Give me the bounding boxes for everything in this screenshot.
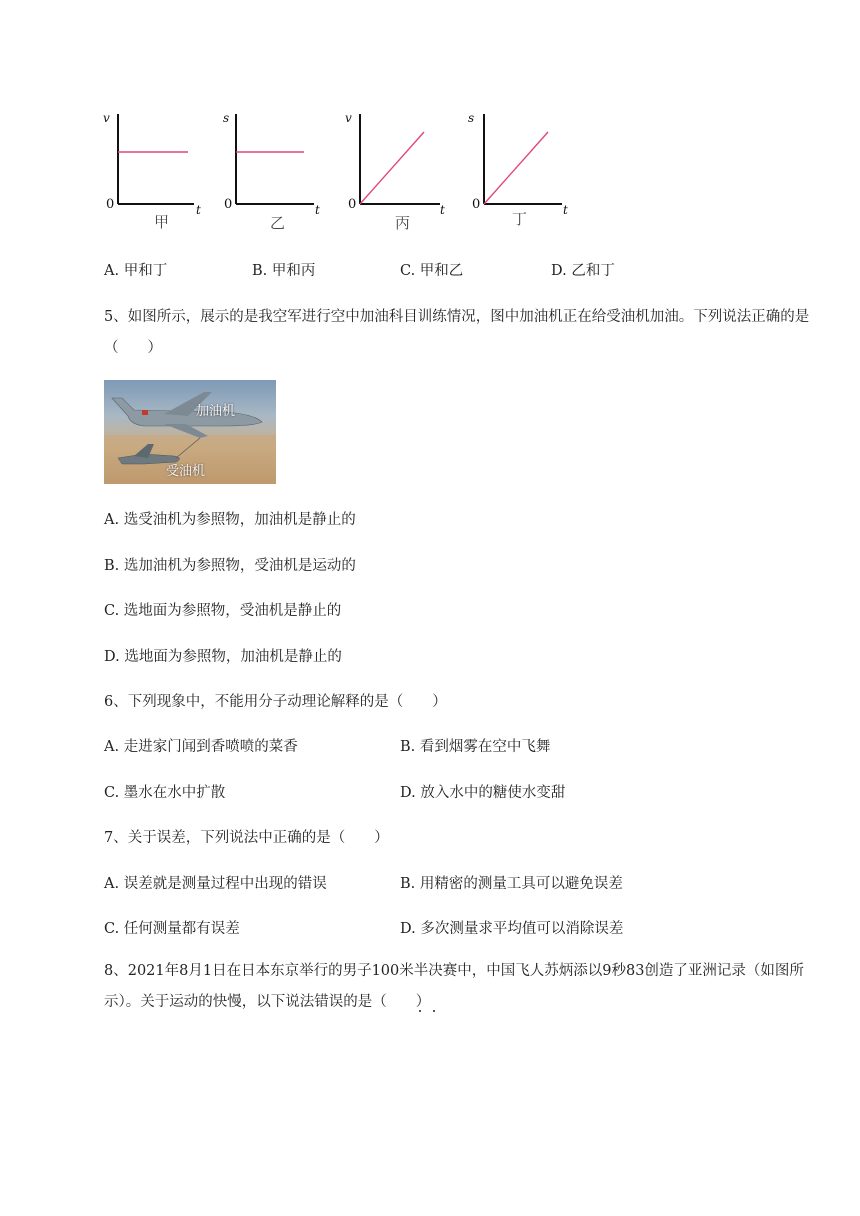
q7-option-c: C. 任何测量都有误差 (104, 921, 240, 937)
q7-option-b: B. 用精密的测量工具可以避免误差 (400, 876, 623, 892)
graph-ding-y-label: s (468, 111, 475, 125)
graph-bing-y-label: v (345, 111, 352, 125)
q7-option-d: D. 多次测量求平均值可以消除误差 (400, 921, 624, 937)
refueling-photo (104, 380, 276, 484)
receiver-label: 受油机 (166, 464, 206, 479)
tanker-label: 加油机 (196, 404, 236, 419)
graph-bing-name: 丙 (395, 214, 411, 232)
q4-option-a: A. 甲和丁 (104, 263, 168, 279)
q8-stem: 8、2021年8月1日在日本东京举行的男子100米半决赛中，中国飞人苏炳添以9秒83创造了亚洲记录（如图所示）。关于运动的快慢，以下说法错误的是（ ） (104, 963, 804, 1010)
graph-ding-origin: 0 (472, 197, 481, 212)
q4-option-d: D. 乙和丁 (551, 263, 615, 279)
graph-yi-name: 乙 (270, 214, 286, 232)
graph-bing-line (360, 132, 424, 204)
graph-bing-origin: 0 (348, 197, 357, 212)
q7-option-a: A. 误差就是测量过程中出现的错误 (104, 876, 327, 892)
graph-jia-origin: 0 (106, 197, 115, 212)
q4-option-b: B. 甲和丙 (252, 263, 316, 279)
q6-option-c: C. 墨水在水中扩散 (104, 785, 226, 801)
graph-yi-x-label: t (315, 203, 320, 217)
graph-jia-x-label: t (196, 203, 201, 217)
graph-ding-x-label: t (563, 203, 568, 217)
graph-yi-origin: 0 (224, 197, 233, 212)
q5-option-d: D. 选地面为参照物，加油机是静止的 (104, 649, 342, 665)
q5-option-c: C. 选地面为参照物，受油机是静止的 (104, 603, 342, 619)
graph-jia-y-label: v (103, 111, 110, 125)
emphasis-dot (419, 1010, 421, 1012)
q7-stem: 7、关于误差，下列说法中正确的是（ ） (104, 830, 389, 846)
graph-bing-x-label: t (440, 203, 445, 217)
graph-jia-name: 甲 (154, 213, 170, 231)
graph-ding-name: 丁 (512, 210, 528, 228)
graph-yi-y-label: s (223, 111, 230, 125)
q6-option-d: D. 放入水中的糖使水变甜 (400, 785, 566, 801)
q4-option-c: C. 甲和乙 (400, 263, 464, 279)
q6-option-a: A. 走进家门闻到香喷喷的菜香 (104, 739, 298, 755)
q6-option-b: B. 看到烟雾在空中飞舞 (400, 739, 551, 755)
q5-option-b: B. 选加油机为参照物，受油机是运动的 (104, 558, 356, 574)
q5-stem: 5、如图所示，展示的是我空军进行空中加油科目训练情况，图中加油机正在给受油机加油。下列说法正确的是（ ） (104, 309, 810, 356)
q5-option-a: A. 选受油机为参照物，加油机是静止的 (104, 512, 356, 528)
emphasis-dot (433, 1010, 435, 1012)
graph-ding-line (484, 132, 548, 204)
q6-stem: 6、下列现象中，不能用分子动理论解释的是（ ） (104, 694, 447, 710)
